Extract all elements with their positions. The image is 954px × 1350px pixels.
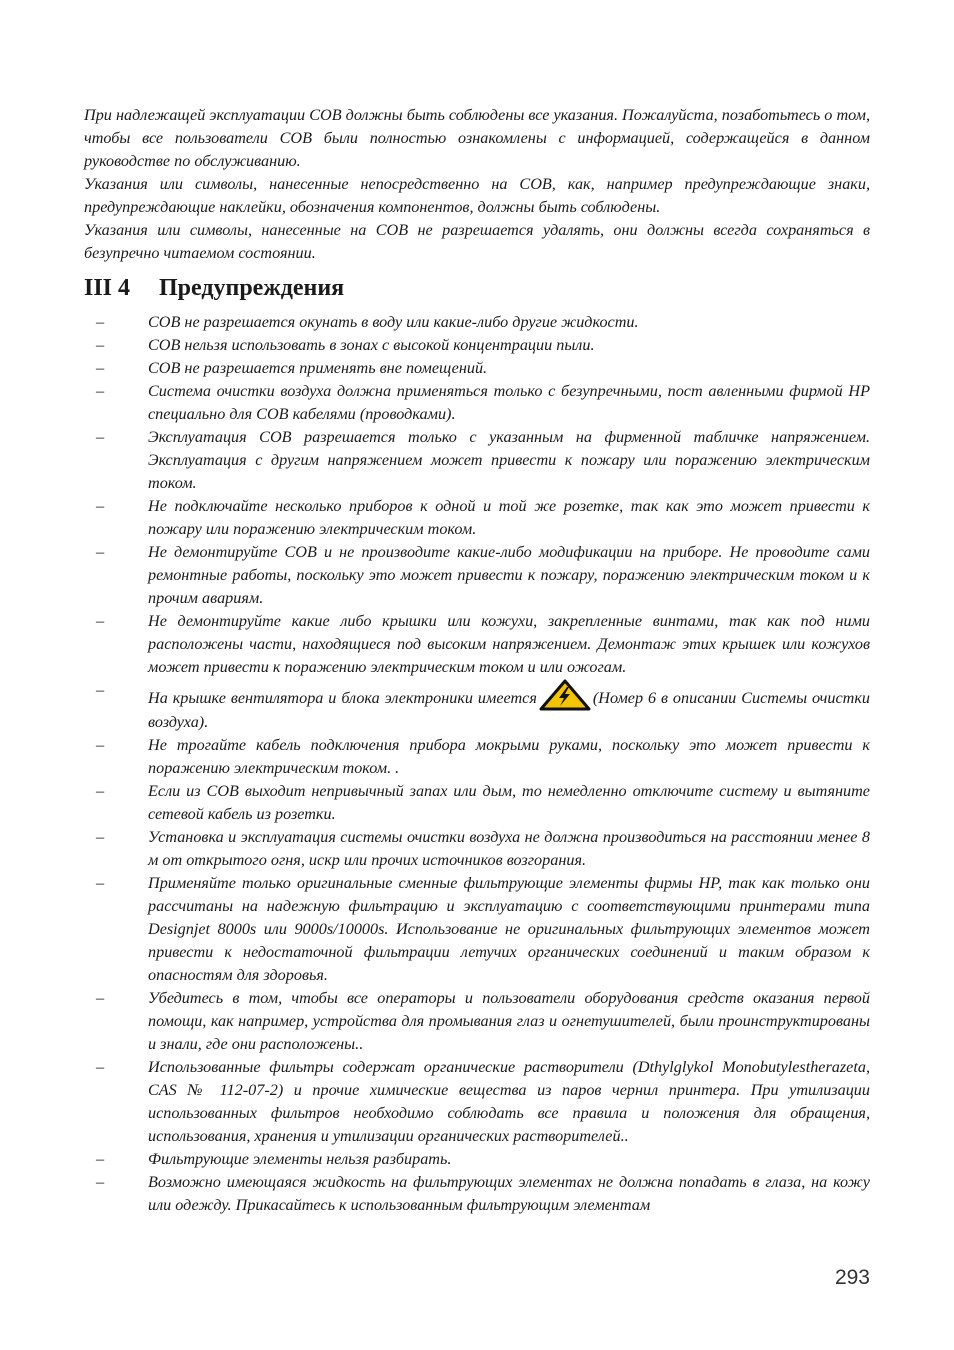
section-heading [84, 273, 870, 303]
page-number: 293 [834, 1266, 870, 1289]
bullet-dash: – [96, 828, 105, 846]
warning-text: Применяйте только оригинальные сменные фильтрующие элементы фирмы HP, так как только они рассчитаны на надежную фильтрацию и эксплуатацию с соответствующими принтерами типа Designjet 8000s или 9000s/10000s. Использование не оригинальных фильтрующих элементов может привести к недостаточной фильтрации летучих органических соединений и таким образом к опасностям для здоровья. [148, 874, 870, 984]
high-voltage-warning-icon [539, 679, 591, 711]
section-title: Предупреждения [159, 275, 345, 301]
bullet-dash: – [96, 782, 105, 800]
warning-text: Не демонтируйте какие либо крышки или кожухи, закрепленные винтами, так как под ними расположены части, находящиеся под высоким напряжением. Демонтаж этих крышек или кожухов может привести к поражению электрическим током и или ожогам. [148, 612, 870, 676]
warning-text: Система очистки воздуха должна применяться только с безупречными, пост авленными фирмой HP специально для СОВ кабелями (проводками). [148, 382, 870, 423]
warning-text: Если из СОВ выходит непривычный запах или дым, то немедленно отключите систему и вытяните сетевой кабель из розетки. [148, 782, 870, 823]
document-page [84, 104, 870, 1217]
warning-text-before-icon: На крышке вентилятора и блока электроники имеется [148, 689, 537, 707]
warning-item [84, 495, 870, 541]
bullet-dash: – [96, 313, 105, 331]
warning-item [84, 780, 870, 826]
warning-item [84, 734, 870, 780]
warning-item [84, 357, 870, 380]
warning-item [84, 1171, 870, 1217]
warning-text: СОВ не разрешается окунать в воду или какие-либо другие жидкости. [148, 313, 639, 331]
warning-text: Убедитесь в том, чтобы все операторы и пользователи оборудования средств оказания первой помощи, как например, устройства для промывания глаз и огнетушителей, были проинструктированы и знали, где они расположены.. [148, 989, 870, 1053]
warning-item [84, 987, 870, 1056]
warning-item [84, 541, 870, 610]
warning-item [84, 311, 870, 334]
warning-text: Использованные фильтры содержат органические растворители (Dthylglykol Monobutylestherazeta, CAS № 112-07-2) и прочие химические вещества из паров чернил принтера. При утилизации использованных фильтров необходимо соблюдать все правила и положения для обращения, использования, хранения и утилизации органических растворителей.. [148, 1058, 870, 1145]
section-number: III 4 [84, 275, 131, 301]
warning-text: Возможно имеющаяся жидкость на фильтрующих элементах не должна попадать в глаза, на кожу или одежду. Прикасайтесь к использованным фильтрующим элементам [148, 1173, 870, 1214]
bullet-dash: – [96, 336, 105, 354]
warning-item [84, 872, 870, 987]
warning-text: СОВ нельзя использовать в зонах с высокой концентрации пыли. [148, 336, 595, 354]
warning-text: Не демонтируйте СОВ и не производите какие-либо модификации на приборе. Не проводите сами ремонтные работы, поскольку это может привести к пожару, поражению электрическим током и к прочим авариям. [148, 543, 870, 607]
warning-text-after-icon: (Номер 6 в описании Системы очистки воздуха). [148, 689, 870, 731]
warning-item [84, 1148, 870, 1171]
bullet-dash: – [96, 1150, 105, 1168]
warning-item [84, 610, 870, 679]
bullet-dash: – [96, 1058, 105, 1076]
warning-item [84, 679, 870, 734]
bullet-dash: – [96, 382, 105, 400]
bullet-dash: – [96, 428, 105, 446]
bullet-dash: – [96, 1173, 105, 1191]
warning-item [84, 380, 870, 426]
warning-text: Фильтрующие элементы нельзя разбирать. [148, 1150, 452, 1168]
warnings-list [84, 311, 870, 1217]
bullet-dash: – [96, 612, 105, 630]
intro-text [84, 104, 870, 265]
warning-item [84, 1056, 870, 1148]
warning-item [84, 426, 870, 495]
bullet-dash: – [96, 497, 105, 515]
warning-text: Не подключайте несколько приборов к одной и той же розетке, так как это может привести к пожару или поражению электрическим током. [148, 497, 870, 538]
bullet-dash: – [96, 874, 105, 892]
bullet-dash: – [96, 681, 105, 699]
warning-item [84, 334, 870, 357]
intro-paragraph-3: Указания или символы, нанесенные на СОВ не разрешается удалять, они должны всегда сохраняться в безупречно читаемом состоянии. [84, 221, 870, 262]
bullet-dash: – [96, 543, 105, 561]
intro-paragraph-2: Указания или символы, нанесенные непосредственно на СОВ, как, например предупреждающие знаки, предупреждающие наклейки, обозначения компонентов, должны быть соблюдены. [84, 175, 870, 216]
warning-item [84, 826, 870, 872]
bullet-dash: – [96, 359, 105, 377]
warning-text: Установка и эксплуатация системы очистки воздуха не должна производиться на расстоянии менее 8 м от открытого огня, искр или прочих источников возгорания. [148, 828, 870, 869]
warning-text: СОВ не разрешается применять вне помещений. [148, 359, 488, 377]
warning-text: Не трогайте кабель подключения прибора мокрыми руками, поскольку это может привести к поражению электрическим током. . [148, 736, 870, 777]
intro-paragraph-1: При надлежащей эксплуатации СОВ должны быть соблюдены все указания. Пожалуйста, позаботьтесь о том, чтобы все пользователи СОВ были полностью ознакомлены с информацией, содержащейся в данном руководстве по обслуживанию. [84, 106, 870, 170]
warning-text: Эксплуатация СОВ разрешается только с указанным на фирменной табличке напряжением. Эксплуатация с другим напряжением может привести к пожару или поражению электрическим током. [148, 428, 870, 492]
bullet-dash: – [96, 736, 105, 754]
bullet-dash: – [96, 989, 105, 1007]
